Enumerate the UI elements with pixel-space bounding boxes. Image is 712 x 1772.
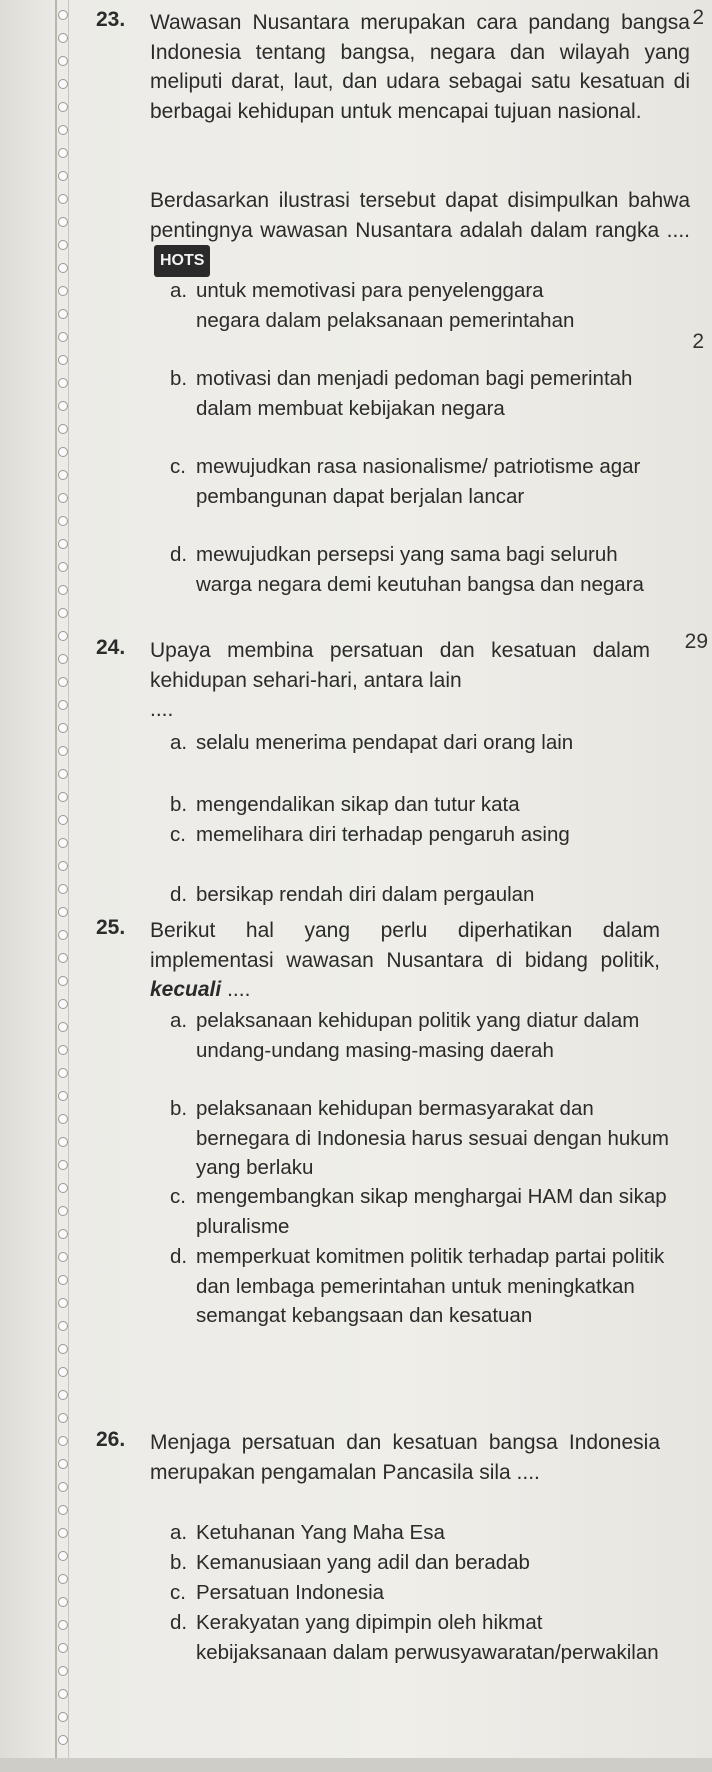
answer-option[interactable] (170, 364, 670, 423)
question-number: 23. (96, 8, 126, 31)
option-text: Ketuhanan Yang Maha Esa (196, 1521, 445, 1544)
stem-emphasis: kecuali (150, 978, 222, 1001)
stem-ellipsis: .... (227, 978, 251, 1001)
option-text: pelaksanaan kehidupan bermasyarakat dan bernegara di Indonesia harus sesuai dengan hukum yang berlaku (196, 1097, 669, 1179)
question-stem (150, 636, 650, 725)
option-text: mewujudkan persepsi yang sama bagi seluruh warga negara demi keutuhan bangsa dan negara (196, 543, 644, 596)
answer-option[interactable] (170, 452, 670, 511)
option-letter: a. (170, 1009, 188, 1032)
question-stem: Wawasan Nusantara merupakan cara pandang bangsa Indonesia tentang bangsa, negara dan wilayah yang meliputi darat, laut, dan udara sebagai satu kesatuan di berbagai kehidupan untuk mencapai tujuan nasional. (150, 11, 690, 123)
question-prompt (150, 186, 690, 276)
option-text: Kemanusiaan yang adil dan beradab (196, 1551, 530, 1574)
question-number: 25. (96, 916, 126, 939)
option-letter: b. (170, 793, 188, 816)
option-letter: d. (170, 883, 188, 906)
option-text: pelaksanaan kehidupan politik yang diatur dalam undang-undang masing-masing daerah (196, 1009, 640, 1062)
answer-option[interactable] (170, 790, 670, 820)
option-letter: d. (170, 1611, 188, 1634)
question-stem: Menjaga persatuan dan kesatuan bangsa Indonesia merupakan pengamalan Pancasila sila .... (150, 1431, 660, 1484)
answer-option[interactable] (170, 1242, 670, 1331)
option-letter: c. (170, 1185, 186, 1208)
stem-text: Upaya membina persatuan dan kesatuan dalam kehidupan sehari-hari, antara lain (150, 639, 650, 692)
option-letter: d. (170, 1245, 188, 1268)
answer-option[interactable] (170, 1518, 670, 1548)
option-letter: a. (170, 731, 188, 754)
option-text: untuk memotivasi para penyelenggara negara dalam pelaksanaan pemerintahan (196, 279, 575, 332)
answer-option[interactable] (170, 276, 610, 335)
option-letter: a. (170, 279, 188, 302)
option-text: memelihara diri terhadap pengaruh asing (196, 823, 570, 846)
option-text: Persatuan Indonesia (196, 1581, 385, 1604)
answer-option[interactable] (170, 1182, 670, 1241)
stem-text: Berikut hal yang perlu diperhatikan dalam implementasi wawasan Nusantara di bidang politik, (150, 919, 660, 972)
option-letter: b. (170, 1551, 188, 1574)
answer-option[interactable] (170, 1006, 670, 1065)
question-stem (150, 916, 660, 1005)
answer-option[interactable] (170, 1578, 670, 1608)
option-letter: c. (170, 1581, 186, 1604)
option-text: memperkuat komitmen politik terhadap partai politik dan lembaga pemerintahan untuk meningkatkan semangat kebangsaan dan kesatuan (196, 1245, 665, 1327)
option-text: bersikap rendah diri dalam pergaulan (196, 883, 535, 906)
option-letter: b. (170, 1097, 188, 1120)
stem-ellipsis: .... (150, 698, 174, 721)
option-text: mengembangkan sikap menghargai HAM dan sikap pluralisme (196, 1185, 667, 1238)
answer-option[interactable] (170, 820, 670, 850)
answer-option[interactable] (170, 540, 670, 599)
option-letter: d. (170, 543, 188, 566)
answer-option[interactable] (170, 1608, 670, 1667)
option-letter: a. (170, 1521, 188, 1544)
option-text: mewujudkan rasa nasionalisme/ patriotisme agar pembangunan dapat berjalan lancar (196, 455, 641, 508)
option-text: Kerakyatan yang dipimpin oleh hikmat kebijaksanaan dalam perwusyawaratan/perwakilan (196, 1611, 659, 1664)
question-number: 26. (96, 1428, 126, 1451)
option-text: motivasi dan menjadi pedoman bagi pemerintah dalam membuat kebijakan negara (196, 367, 633, 420)
edge-number: 29 (684, 630, 708, 653)
edge-number: 2 (692, 6, 704, 29)
edge-number: 2 (692, 330, 704, 353)
option-text: mengendalikan sikap dan tutur kata (196, 793, 520, 816)
option-letter: c. (170, 455, 186, 478)
prompt-text: Berdasarkan ilustrasi tersebut dapat disimpulkan bahwa pentingnya wawasan Nusantara adalah dalam rangka .... (150, 189, 690, 242)
option-letter: b. (170, 367, 188, 390)
answer-option[interactable] (170, 1548, 670, 1578)
answer-option[interactable] (170, 728, 670, 758)
hots-badge: HOTS (154, 245, 210, 277)
question-number: 24. (96, 636, 126, 659)
option-letter: c. (170, 823, 186, 846)
option-text: selalu menerima pendapat dari orang lain (196, 731, 574, 754)
answer-option[interactable] (170, 880, 670, 910)
answer-option[interactable] (170, 1094, 670, 1183)
page-bottom-edge (0, 1758, 712, 1772)
